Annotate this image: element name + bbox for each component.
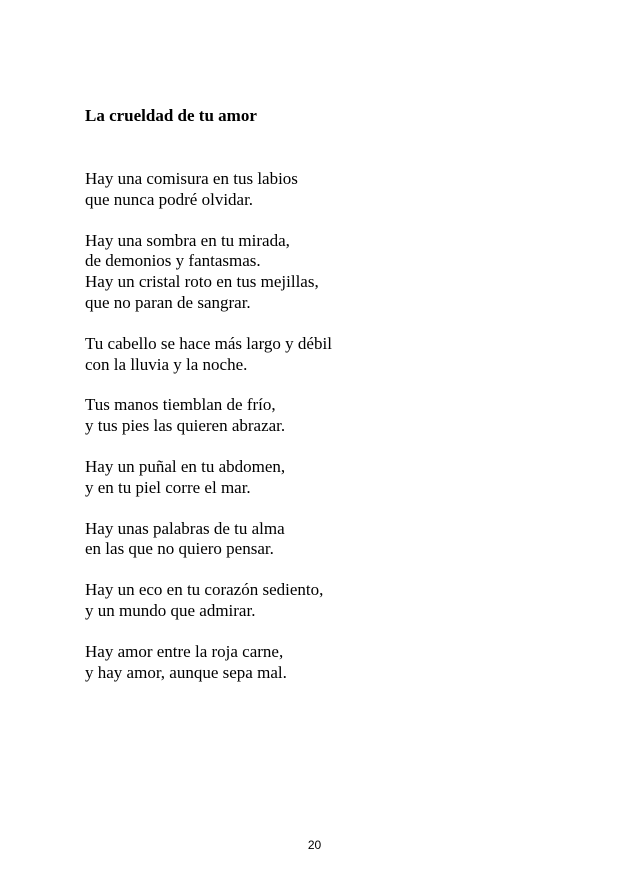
- verse-line: y un mundo que admirar.: [85, 600, 256, 620]
- page-number: 20: [307, 838, 322, 852]
- stanza: [85, 519, 585, 561]
- verse-line: y en tu piel corre el mar.: [85, 477, 251, 497]
- verse-line: Tu cabello se hace más largo y débil: [85, 333, 332, 353]
- stanza: [85, 642, 585, 684]
- verse-line: Hay un eco en tu corazón sediento,: [85, 580, 324, 600]
- stanza: [85, 334, 585, 376]
- poem-title: La crueldad de tu amor: [85, 106, 257, 125]
- stanza: [85, 457, 585, 499]
- stanza: [85, 169, 585, 211]
- stanza: [85, 395, 585, 437]
- verse-line: que nunca podré olvidar.: [85, 189, 254, 209]
- verse-line: Tus manos tiemblan de frío,: [85, 395, 276, 415]
- verse-line: Hay unas palabras de tu alma: [85, 518, 285, 538]
- verse-line: de demonios y fantasmas.: [85, 251, 261, 271]
- verse-line: con la lluvia y la noche.: [85, 354, 248, 374]
- poem-body: [85, 169, 585, 703]
- stanza: [85, 580, 585, 622]
- verse-line: Hay amor entre la roja carne,: [85, 641, 284, 661]
- stanza: [85, 231, 585, 314]
- verse-line: Hay una sombra en tu mirada,: [85, 230, 290, 250]
- verse-line: en las que no quiero pensar.: [85, 539, 274, 559]
- verse-line: y tus pies las quieren abrazar.: [85, 416, 286, 436]
- verse-line: Hay un puñal en tu abdomen,: [85, 456, 286, 476]
- verse-line: Hay un cristal roto en tus mejillas,: [85, 272, 319, 292]
- verse-line: que no paran de sangrar.: [85, 292, 251, 312]
- verse-line: Hay una comisura en tus labios: [85, 169, 298, 188]
- verse-line: y hay amor, aunque sepa mal.: [85, 662, 287, 682]
